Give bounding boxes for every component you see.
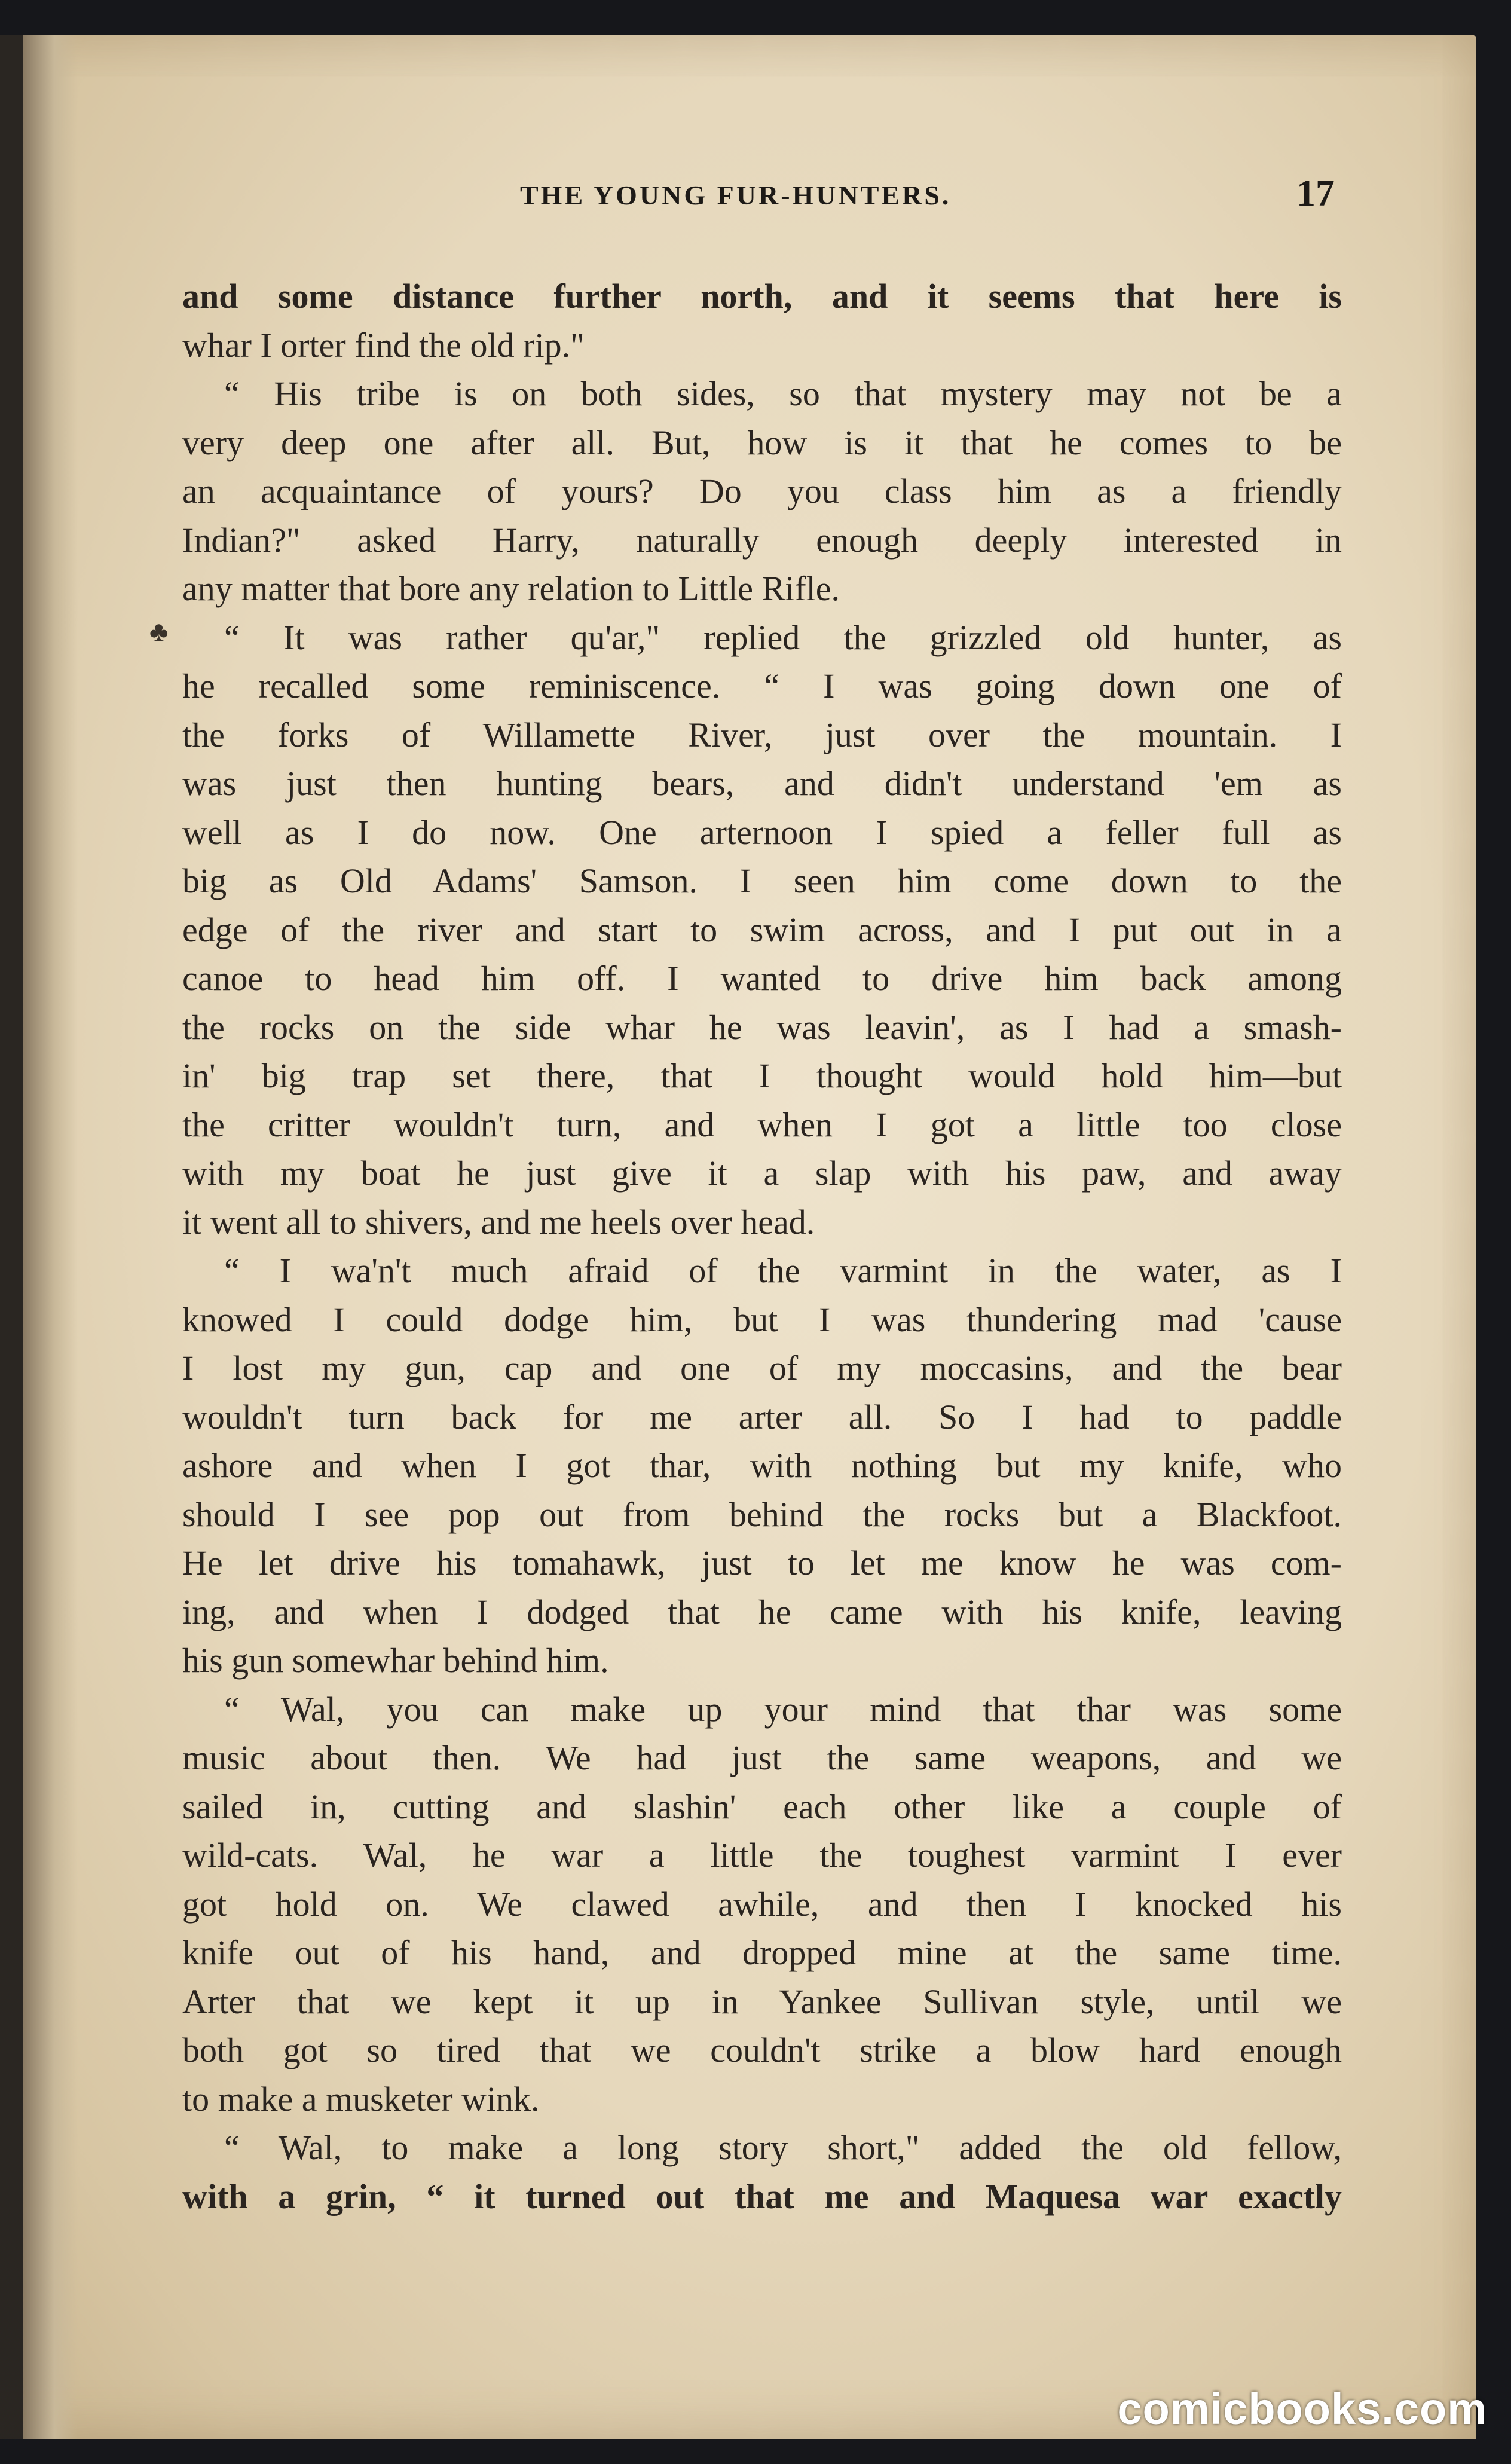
text-line: whar I orter find the old rip." [182,325,585,365]
text-line: “ It was rather qu'ar," replied the grizzled old hunter, as [224,617,1342,657]
text-line: “ I wa'n't much afraid of the varmint in the water, as I [224,1251,1342,1290]
text-line: well as I do now. One arternoon I spied a feller full as [182,812,1342,852]
text-line: it went all to shivers, and me heels over head. [182,1202,815,1242]
text-line: got hold on. We clawed awhile, and then I knocked his [182,1884,1342,1924]
text-line: “ His tribe is on both sides, so that mystery may not be a [224,374,1342,413]
text-line: was just then hunting bears, and didn't understand 'em as [182,764,1342,803]
text-line: the rocks on the side whar he was leavin', as I had a smash- [182,1007,1342,1047]
text-line: Arter that we kept it up in Yankee Sullivan style, until we [182,1982,1342,2021]
text-line: canoe to head him off. I wanted to drive him back among [182,959,1342,998]
text-line: big as Old Adams' Samson. I seen him come down to the [182,861,1342,900]
text-line: knowed I could dodge him, but I was thundering mad 'cause [182,1300,1342,1339]
text-line: “ Wal, you can make up your mind that thar was some [224,1689,1342,1729]
text-line: sailed in, cutting and slashin' each other like a couple of [182,1787,1342,1826]
text-line: an acquaintance of yours? Do you class him as a friendly [182,472,1342,510]
text-line: edge of the river and start to swim across, and I put out in a [182,910,1342,949]
text-line: very deep one after all. But, how is it that he comes to be [182,423,1342,462]
margin-mark: ♣ [149,616,169,648]
text-line: knife out of his hand, and dropped mine at the same time. [182,1933,1342,1972]
text-line: to make a musketer wink. [182,2079,540,2118]
text-line: music about then. We had just the same weapons, and we [182,1738,1342,1777]
text-line: in' big trap set there, that I thought would hold him—but [182,1056,1342,1095]
text-line: I lost my gun, cap and one of my moccasins, and the bear [182,1349,1342,1387]
text-line: He let drive his tomahawk, just to let me know he was com- [182,1543,1342,1582]
binding-fold [0,35,23,2439]
text-line: any matter that bore any relation to Little Rifle. [182,569,840,608]
text-line: with a grin, “ it turned out that me and Maquesa war exactly [182,2176,1342,2216]
page-number: 17 [1296,172,1335,214]
text-line: and some distance further north, and it seems that here is [182,277,1342,316]
text-line: wouldn't turn back for me arter all. So I had to paddle [182,1397,1342,1436]
text-line: should I see pop out from behind the rocks but a Blackfoot. [182,1494,1342,1534]
text-line: wild-cats. Wal, he war a little the toughest varmint I ever [182,1836,1342,1875]
running-head: THE YOUNG FUR-HUNTERS. [520,180,952,210]
text-line: his gun somewhar behind him. [182,1641,609,1680]
text-line: both got so tired that we couldn't strike a blow hard enough [182,2031,1342,2069]
body-text [182,272,1342,2221]
text-line: he recalled some reminiscence. “ I was going down one of [182,667,1342,705]
text-line: ashore and when I got thar, with nothing but my knife, who [182,1446,1342,1485]
site-watermark: comicbooks.com [1117,2384,1487,2434]
text-line: Indian?" asked Harry, naturally enough deeply interested in [182,520,1342,560]
text-line: “ Wal, to make a long story short," added the old fellow, [224,2128,1342,2167]
text-line: ing, and when I dodged that he came with his knife, leaving [182,1592,1342,1631]
text-line: the critter wouldn't turn, and when I got a little too close [182,1105,1342,1144]
text-line: with my boat he just give it a slap with his paw, and away [182,1154,1342,1193]
text-line: the forks of Willamette River, just over the mountain. I [182,715,1342,754]
